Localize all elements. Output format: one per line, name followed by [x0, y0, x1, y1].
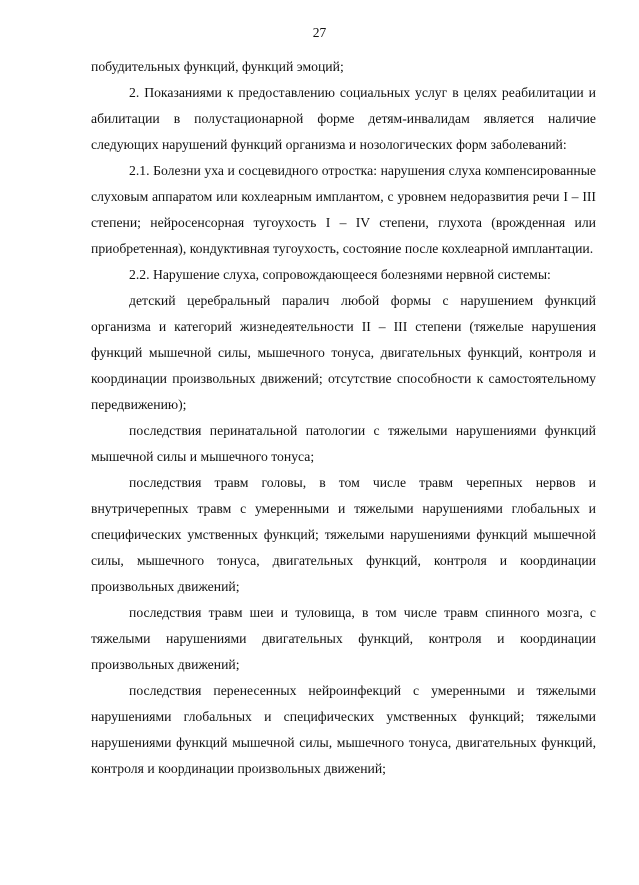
- paragraph-neuroinfections: последствия перенесенных нейроинфекций с умеренными и тяжелыми нарушениями глобальных и специфических умственных функций; тяжелыми нарушениями функций мышечной силы, мышечного тонуса, двигательных функций, контроля и координации произвольных движений;: [91, 683, 596, 776]
- paragraph-perinatal: последствия перинатальной патологии с тяжелыми нарушениями функций мышечной силы и мышечного тонуса;: [91, 423, 596, 464]
- paragraph-item-2: 2. Показаниями к предоставлению социальных услуг в целях реабилитации и абилитации в полустационарной форме детям-инвалидам является наличие следующих нарушений функций организма и нозологических форм заболеваний:: [91, 85, 596, 152]
- paragraph-cerebral-palsy: детский церебральный паралич любой формы с нарушением функций организма и категорий жизнедеятельности II – III степени (тяжелые нарушения функций мышечной силы, мышечного тонуса, двигательных функций, контроля и координации произвольных движений; отсутствие способности к самостоятельному передвижению);: [91, 293, 596, 412]
- paragraph-head-trauma: последствия травм головы, в том числе травм черепных нервов и внутричерепных травм с умеренными и тяжелыми нарушениями глобальных и специфических умственных функций; тяжелыми нарушениями функций мышечной силы, мышечного тонуса, двигательных функций, контроля и координации произвольных движений;: [91, 475, 596, 594]
- paragraph-continuation: побудительных функций, функций эмоций;: [91, 59, 344, 74]
- paragraph-item-2-2: 2.2. Нарушение слуха, сопровождающееся болезнями нервной системы:: [129, 267, 551, 282]
- page-number: 27: [312, 25, 327, 40]
- paragraph-item-2-1: 2.1. Болезни уха и сосцевидного отростка: нарушения слуха компенсированные слуховым аппаратом или кохлеарным имплантом, с уровнем недоразвития речи I – III степени; нейросенсорная тугоухость I – IV степени, глухота (врожденная или приобретенная), кондуктивная тугоухость, состояние после кохлеарной имплантации.: [91, 163, 596, 256]
- paragraph-neck-trauma: последствия травм шеи и туловища, в том числе травм спинного мозга, с тяжелыми нарушениями двигательных функций, контроля и координации произвольных движений;: [91, 605, 596, 672]
- document-body: [91, 54, 596, 782]
